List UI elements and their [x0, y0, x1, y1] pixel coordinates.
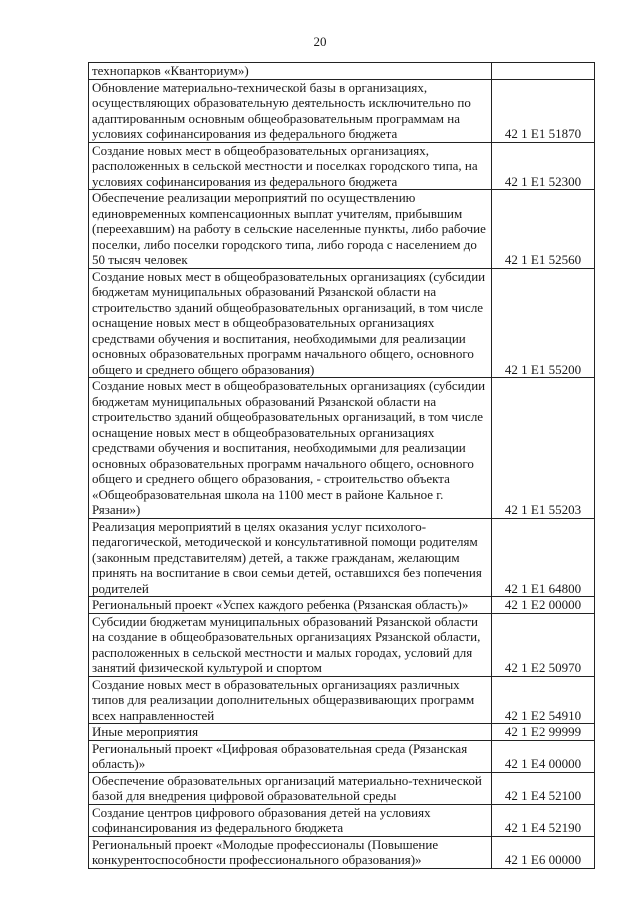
table-row	[89, 79, 595, 142]
row-code: 42 1 E2 54910	[492, 676, 595, 724]
row-name: Региональный проект «Цифровая образовательная среда (Рязанская область)»	[89, 740, 492, 772]
row-code: 42 1 E2 50970	[492, 613, 595, 676]
row-name: Региональный проект «Успех каждого ребенка (Рязанская область)»	[89, 597, 492, 614]
row-name: Обеспечение образовательных организаций материально-технической базой для внедрения цифровой образовательной среды	[89, 772, 492, 804]
table-row	[89, 63, 595, 80]
table-row	[89, 142, 595, 190]
row-code: 42 1 E4 52190	[492, 804, 595, 836]
table-row	[89, 190, 595, 269]
table-row	[89, 740, 595, 772]
row-name: Создание новых мест в образовательных организациях различных типов для реализации дополнительных общеразвивающих программ всех направленностей	[89, 676, 492, 724]
row-name: Реализация мероприятий в целях оказания услуг психолого-педагогической, методической и консультативной помощи родителям (законным представителям) детей, а также гражданам, желающим принять на воспитание в свои семьи детей, оставшихся без попечения родителей	[89, 518, 492, 597]
row-name: Создание новых мест в общеобразовательных организациях (субсидии бюджетам муниципальных образований Рязанской области на строительство зданий общеобразовательных организаций, в том числе оснащение новых мест в общеобразовательных организациях средствами обучения и воспитания, необходимыми для реализации основных образовательных программ начального общего, основного общего и среднего общего образования, - строительство объекта «Общеобразовательная школа на 1100 мест в районе Кальное г. Рязани»)	[89, 378, 492, 519]
row-name: Создание новых мест в общеобразовательных организациях (субсидии бюджетам муниципальных образований Рязанской области на строительство зданий общеобразовательных организаций, в том числе оснащение новых мест в общеобразовательных организациях средствами обучения и воспитания, необходимыми для реализации основных образовательных программ начального общего, основного общего и среднего общего образования)	[89, 268, 492, 378]
row-code: 42 1 E1 55200	[492, 268, 595, 378]
table-row	[89, 836, 595, 868]
row-name: Субсидии бюджетам муниципальных образований Рязанской области на создание в общеобразовательных организациях Рязанской области, расположенных в сельской местности и малых городах, условий для занятий физической культурой и спортом	[89, 613, 492, 676]
table-row	[89, 268, 595, 378]
budget-classification-table	[88, 62, 595, 869]
table-row	[89, 772, 595, 804]
row-name: Обновление материально-технической базы в организациях, осуществляющих образовательную деятельность исключительно по адаптированным основным общеобразовательным программам на условиях софинансирования из федерального бюджета	[89, 79, 492, 142]
row-code: 42 1 E1 52560	[492, 190, 595, 269]
row-code: 42 1 E2 00000	[492, 597, 595, 614]
row-name: Региональный проект «Молодые профессионалы (Повышение конкурентоспособности профессионального образования)»	[89, 836, 492, 868]
table-row	[89, 676, 595, 724]
row-name: Создание центров цифрового образования детей на условиях софинансирования из федерального бюджета	[89, 804, 492, 836]
row-name: Обеспечение реализации мероприятий по осуществлению единовременных компенсационных выплат учителям, прибывшим (переехавшим) на работу в сельские населенные пункты, либо рабочие поселки, либо поселки городского типа, либо города с населением до 50 тысяч человек	[89, 190, 492, 269]
row-code: 42 1 E2 99999	[492, 724, 595, 741]
row-name: Иные мероприятия	[89, 724, 492, 741]
row-code: 42 1 E4 52100	[492, 772, 595, 804]
row-code: 42 1 E1 55203	[492, 378, 595, 519]
table-row	[89, 804, 595, 836]
table-row	[89, 597, 595, 614]
row-code	[492, 63, 595, 80]
row-code: 42 1 E6 00000	[492, 836, 595, 868]
table-row	[89, 378, 595, 519]
table-body	[89, 63, 595, 869]
row-name: Создание новых мест в общеобразовательных организациях, расположенных в сельской местности и поселках городского типа, на условиях софинансирования из федерального бюджета	[89, 142, 492, 190]
row-name: технопарков «Кванториум»)	[89, 63, 492, 80]
row-code: 42 1 E4 00000	[492, 740, 595, 772]
table-row	[89, 518, 595, 597]
row-code: 42 1 E1 51870	[492, 79, 595, 142]
page-number: 20	[313, 34, 327, 49]
table-row	[89, 724, 595, 741]
row-code: 42 1 E1 64800	[492, 518, 595, 597]
table-row	[89, 613, 595, 676]
row-code: 42 1 E1 52300	[492, 142, 595, 190]
